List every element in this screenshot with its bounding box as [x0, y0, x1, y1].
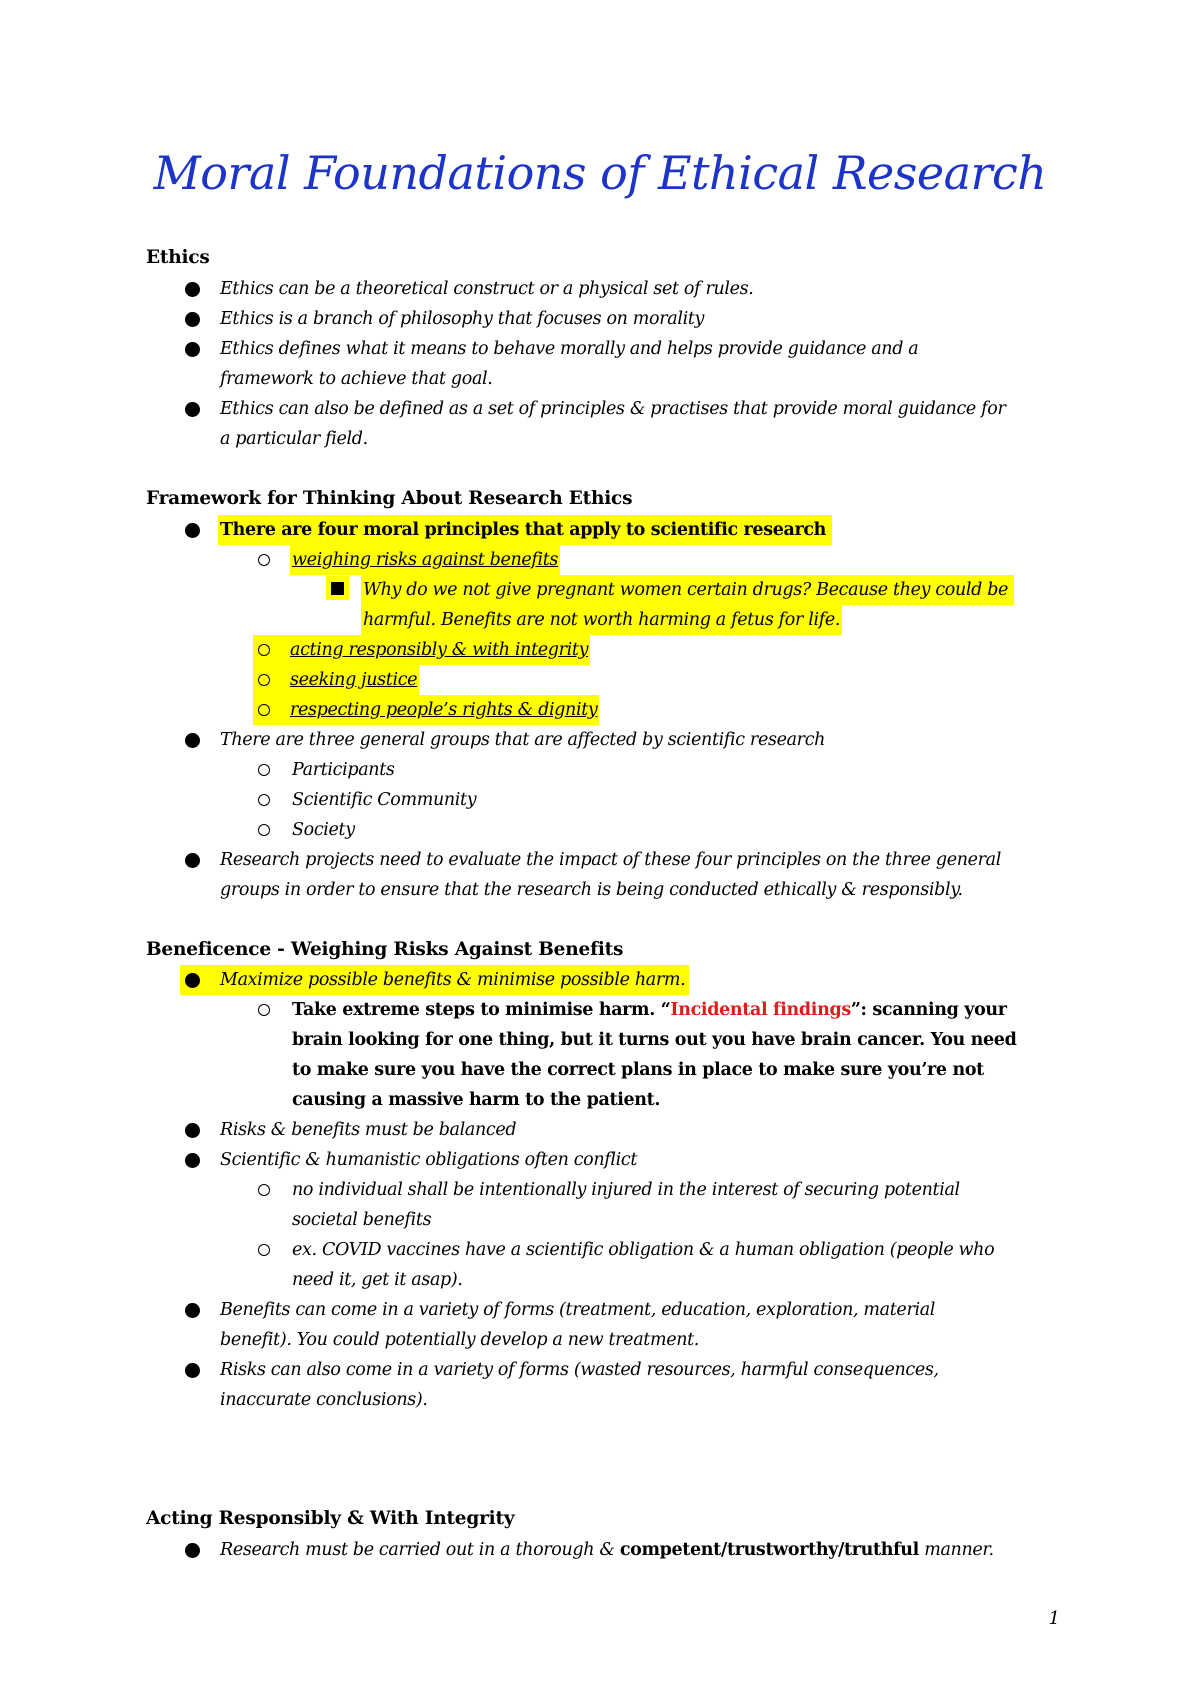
section-heading-beneficence: Beneficence - Weighing Risks Against Benefits: [146, 939, 624, 960]
circle-bullet-icon: [258, 764, 270, 776]
section-heading-framework: Framework for Thinking About Research Ethics: [146, 488, 633, 509]
circle-bullet-icon: [258, 1004, 270, 1016]
document-page: Moral Foundations of Ethical Research Ethics Ethics can be a theoretical construct or a physical set of rules. Ethics is a branch of philosophy that focuses on morality Ethics defines what it means to behave morally and helps provide guidance and a framework to achieve that goal. Ethics can also be defined as a set of principles & practises that provide moral guidance for a particular field. Framework for Thinking About Research Ethics There are four moral principles that apply to scientific research weighing risks against benefits Why do we not give pregnant women certain drugs? Because they could be harmful. Benefits are not worth harming a fetus for life. acting responsibly & with integrity seeking justice respecting people’s rights & dignity There are three general groups that are affected by scientific research Participants Scientific Community Society Research projects need to evaluate the impact of these four principles on the three general groups in order to ensure that the research is being conducted ethically & responsibly. Beneficence - Weighing Risks Against Benefits Maximize possible benefits & minimise possible harm. Take extreme steps to minimise harm. “Incidental findings”: scanning your brain looking for one thing, but it turns out you have brain cancer. You need to make sure you have the correct plans in place to make sure you’re not causing a massive harm to the patient. Risks & benefits must be balanced Scientific & humanistic obligations often conflict no individual shall be intentionally injured in the interest of securing potential societal benefits ex. COVID vaccines have a scientific obligation & a human obligation (people who need it, get it asap). Benefits can come in a variety of forms (treatment, education, exploration, material benefit). You could potentially develop a new treatment. Risks can also come in a variety of forms (wasted resources, harmful consequences, inaccurate conclusions). Acting Responsibly & With Integrity Research must be carried out in a thorough & competent/trustworthy/truthful manner. 1: [0, 0, 1200, 1698]
circle-bullet-icon: [258, 644, 270, 656]
circle-bullet-icon: [258, 1184, 270, 1196]
page-number: 1: [1048, 1608, 1060, 1629]
bullet-icon: [185, 1153, 200, 1168]
bullet-icon: [185, 342, 200, 357]
circle-bullet-icon: [258, 674, 270, 686]
bullet-icon: [185, 1123, 200, 1138]
circle-bullet-icon: [258, 704, 270, 716]
square-bullet-icon: [331, 582, 344, 595]
section-heading-integrity: Acting Responsibly & With Integrity: [146, 1508, 515, 1529]
bullet-icon: [185, 1303, 200, 1318]
circle-bullet-icon: [258, 554, 270, 566]
bullet-icon: [185, 1363, 200, 1378]
bullet-icon: [185, 733, 200, 748]
circle-bullet-icon: [258, 824, 270, 836]
page-title: Moral Foundations of Ethical Research: [153, 146, 1047, 200]
bullet-icon: [185, 853, 200, 868]
incidental-findings-term: Incidental findings: [670, 1000, 851, 1020]
section-heading-ethics: Ethics: [146, 247, 210, 268]
bullet-icon: [185, 402, 200, 417]
bullet-icon: [185, 282, 200, 297]
bullet-icon: [185, 973, 200, 988]
bullet-icon: [185, 523, 200, 538]
circle-bullet-icon: [258, 1244, 270, 1256]
bullet-icon: [185, 312, 200, 327]
circle-bullet-icon: [258, 794, 270, 806]
bullet-icon: [185, 1543, 200, 1558]
